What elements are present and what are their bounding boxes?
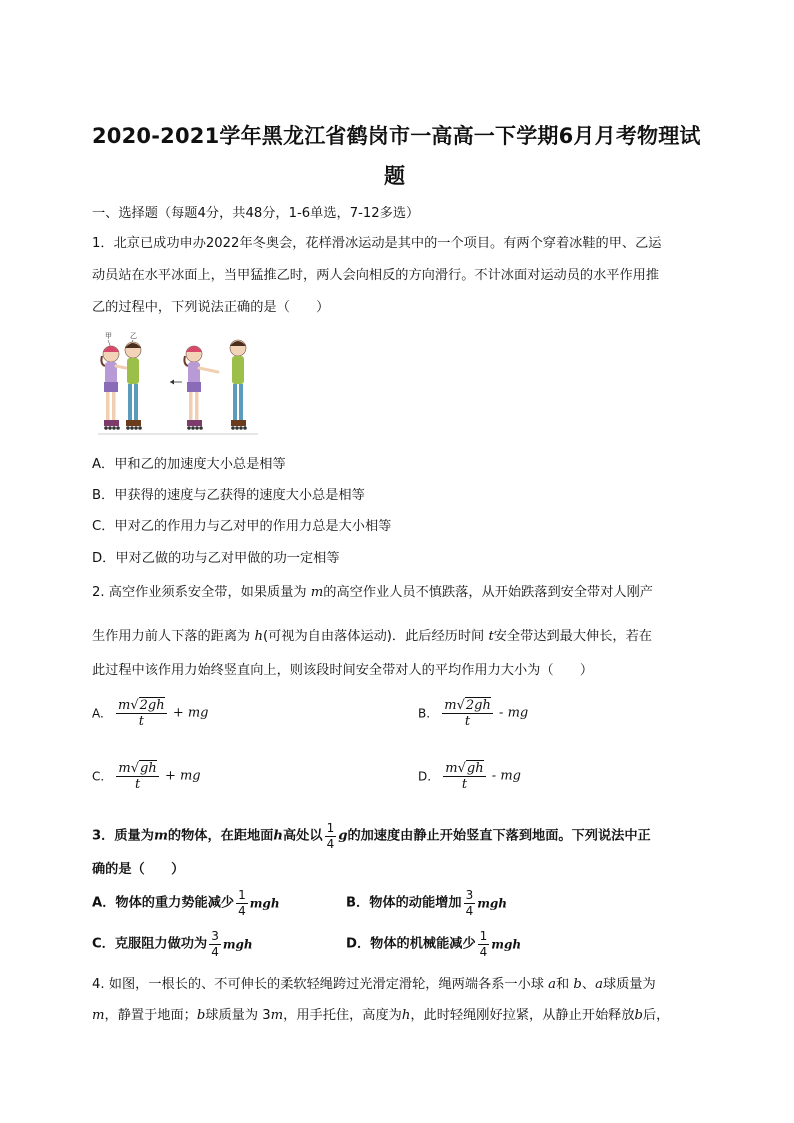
page-title-cont: 题	[384, 164, 406, 188]
q1-option-b: B．甲获得的速度与乙获得的速度大小总是相等	[92, 488, 365, 503]
q2-stem-line1: 2. 高空作业须系安全带，如果质量为 m的高空作业人员不慎跌落，从开始跌落到安全带对人刚产	[92, 585, 653, 600]
skater-yi-left	[125, 342, 142, 430]
q2-option-a: A. $\frac{m√2gh}{t}$ + mg	[92, 698, 209, 729]
q1-stem-line3: 乙的过程中，下列说法正确的是（ ）	[92, 300, 330, 315]
q1-option-a: A．甲和乙的加速度大小总是相等	[92, 457, 286, 472]
q3-option-d: D．物体的机械能减少 $\frac{1}{4}$ mgh	[346, 929, 522, 959]
q1-option-d: D．甲对乙做的功与乙对甲做的功一定相等	[92, 551, 340, 566]
q2-option-b: B. $\frac{m√2gh}{t}$ - mg	[418, 698, 529, 729]
q2-stem-line3: 此过程中该作用力始终竖直向上，则该段时间安全带对人的平均作用力大小为（ ）	[92, 663, 594, 678]
figure-label-yi: 乙	[130, 332, 137, 340]
q3-option-a: A．物体的重力势能减少 $\frac{1}{4}$ mgh	[92, 888, 280, 918]
q4-stem-line2: m，静置于地面；b球质量为 3m，用手托住，高度为h，此时轻绳刚好拉紧，从静止开始释放b后，	[92, 1008, 670, 1023]
skaters-figure	[96, 328, 260, 440]
q3-option-c: C．克服阻力做功为 $\frac{3}{4}$ mgh	[92, 929, 253, 959]
section-header: 一、选择题（每题4分，共48分，1-6单选，7-12多选）	[92, 206, 420, 221]
q2-option-d: D. $\frac{m√gh}{t}$ - mg	[418, 761, 521, 792]
q3-stem-line2: 确的是（ ）	[92, 862, 185, 877]
q3-option-b: B．物体的动能增加 $\frac{3}{4}$ mgh	[346, 888, 508, 918]
q4-stem-line1: 4. 如图，一根长的、不可伸长的柔软轻绳跨过光滑定滑轮，绳两端各系一小球 a和 b、a球质量为	[92, 977, 656, 992]
figure-label-jia: 甲	[105, 332, 112, 340]
q2-option-c: C. $\frac{m√gh}{t}$ + mg	[92, 761, 201, 792]
q1-option-c: C．甲对乙的作用力与乙对甲的作用力总是大小相等	[92, 519, 392, 534]
skater-yi-right	[230, 340, 247, 430]
page-title: 2020-2021学年黑龙江省鹤岗市一高高一下学期6月月考物理试	[92, 124, 701, 148]
q1-stem-line1: 1．北京已成功申办2022年冬奥会，花样滑冰运动是其中的一个项目。有两个穿着冰鞋的甲、乙运	[92, 236, 662, 251]
q3-stem-line1: 3．质量为m的物体，在距地面h高处以 $\frac{1}{4}$ g的加速度由静止开始竖直下落到地面。下列说法中正	[92, 821, 651, 851]
q1-stem-line2: 动员站在水平冰面上，当甲猛推乙时，两人会向相反的方向滑行。不计冰面对运动员的水平作用推	[92, 268, 660, 283]
skater-jia-left	[101, 346, 126, 430]
q2-stem-line2: 生作用力前人下落的距离为 h(可视为自由落体运动)．此后经历时间 t安全带达到最大伸长，若在	[92, 629, 652, 644]
skater-jia-right	[184, 346, 218, 430]
